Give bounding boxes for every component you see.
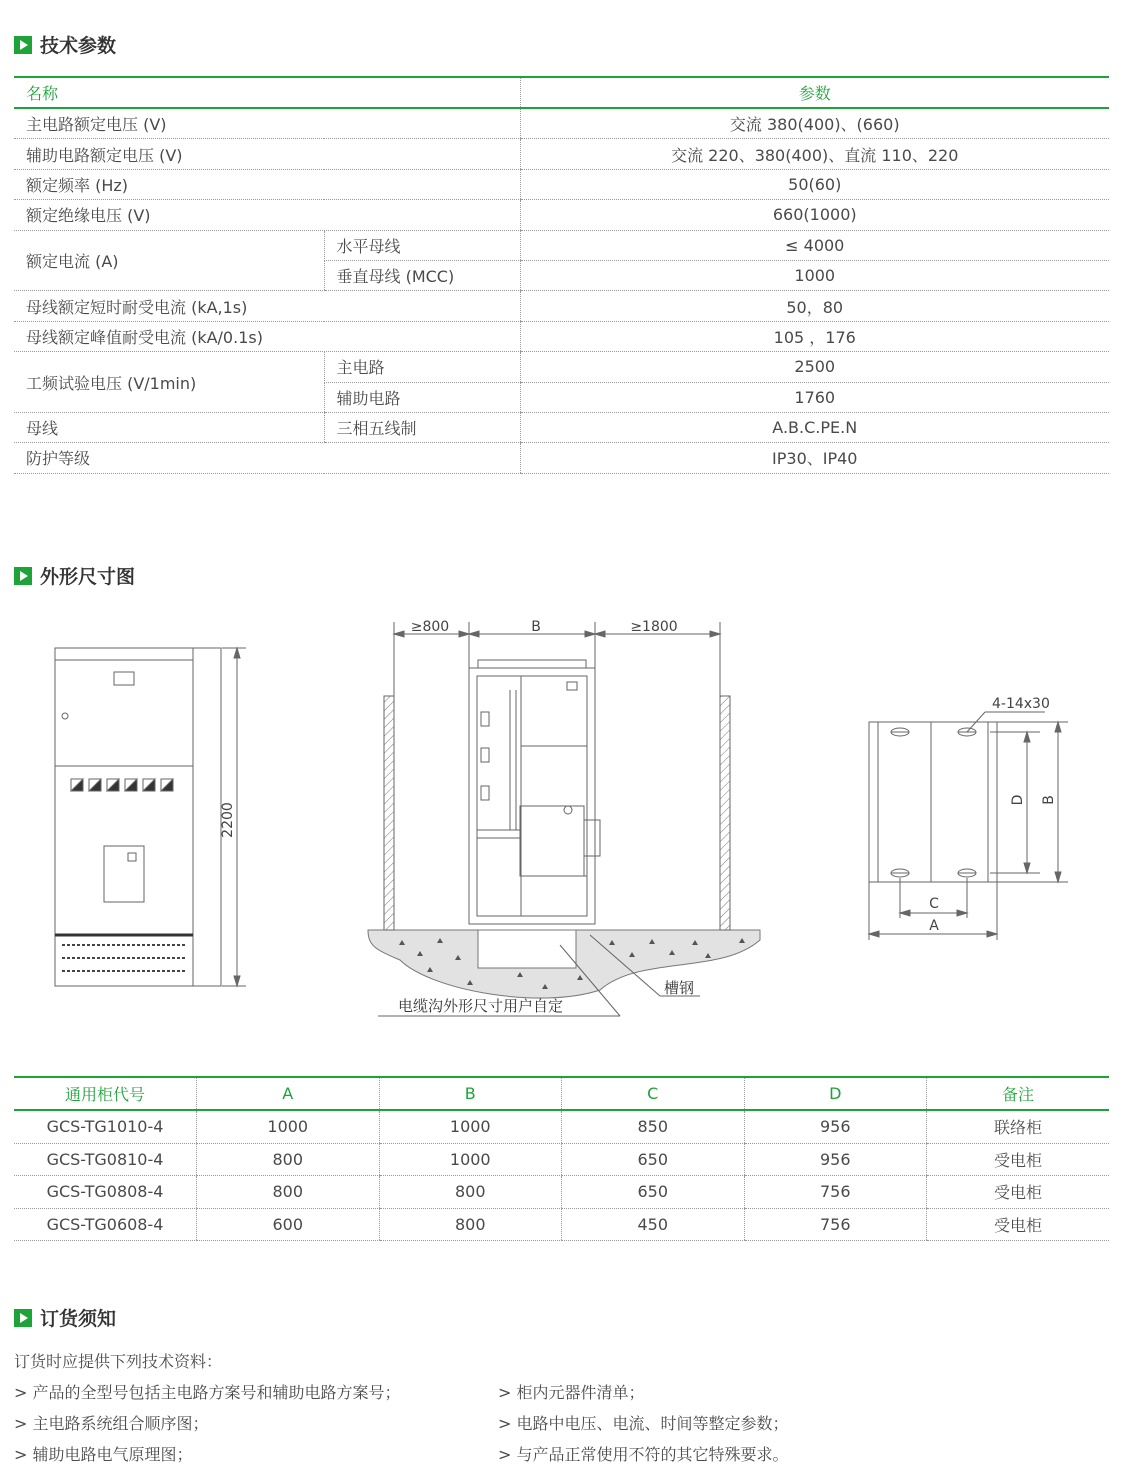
table-row	[14, 412, 1109, 442]
table-row	[14, 443, 1109, 473]
spec-subname: 水平母线	[324, 230, 520, 260]
dims-cell: GCS-TG1010-4	[14, 1110, 197, 1143]
dim-min-front: ≥800	[410, 619, 450, 635]
spec-value: 50，80	[520, 291, 1109, 321]
spec-value: 1000	[520, 260, 1109, 290]
spec-value: ≤ 4000	[520, 230, 1109, 260]
dims-cell: 1000	[379, 1143, 562, 1176]
spec-value: 1760	[520, 382, 1109, 412]
spec-value: 660(1000)	[520, 200, 1109, 230]
order-item: > 柜内元器件清单；	[498, 1383, 645, 1402]
section-title: 订货须知	[40, 1308, 117, 1330]
section-header-dims	[14, 562, 135, 589]
order-intro: 订货时应提供下列技术资料：	[14, 1352, 223, 1371]
dims-cell: 650	[562, 1143, 745, 1176]
height-dimension-label: 2200	[220, 802, 236, 838]
order-item: > 电路中电压、电流、时间等整定参数；	[498, 1414, 789, 1433]
dim-min-rear: ≥1800	[630, 619, 678, 635]
dims-cell: 756	[744, 1176, 927, 1209]
dims-cell: 600	[197, 1208, 380, 1241]
channel-steel-label: 槽钢	[664, 979, 695, 997]
dims-cell: 756	[744, 1208, 927, 1241]
dims-cell: GCS-TG0810-4	[14, 1143, 197, 1176]
dims-header: 备注	[927, 1077, 1110, 1110]
mounting-hole-label: 4-14x30	[992, 696, 1050, 712]
plan-label-c: C	[929, 896, 939, 912]
play-arrow-icon	[14, 36, 32, 54]
table-row	[14, 291, 1109, 321]
spec-value: 交流 380(400)、(660)	[520, 108, 1109, 139]
table-row	[14, 1176, 1109, 1209]
spec-name: 主电路额定电压 (V)	[14, 108, 520, 139]
spec-name: 工频试验电压 (V/1min)	[14, 352, 324, 413]
plan-label-a: A	[929, 918, 939, 934]
table-row	[14, 169, 1109, 199]
dims-cell: 956	[744, 1110, 927, 1143]
section-header-order	[14, 1304, 116, 1331]
indicator-row	[71, 779, 173, 791]
section-header-tech	[14, 31, 116, 58]
spec-name: 辅助电路额定电压 (V)	[14, 139, 520, 169]
dims-cell: 受电柜	[927, 1176, 1110, 1209]
spec-name: 母线额定峰值耐受电流 (kA/0.1s)	[14, 321, 520, 351]
dims-cell: 800	[379, 1208, 562, 1241]
dims-cell: GCS-TG0808-4	[14, 1176, 197, 1209]
dims-header: B	[379, 1077, 562, 1110]
table-row	[14, 1208, 1109, 1241]
trench-note: 电缆沟外形尺寸用户自定	[398, 997, 564, 1015]
dims-cell: GCS-TG0608-4	[14, 1208, 197, 1241]
dims-cell: 650	[562, 1176, 745, 1209]
spec-value: 105 ，176	[520, 321, 1109, 351]
spec-name: 额定绝缘电压 (V)	[14, 200, 520, 230]
table-row	[14, 139, 1109, 169]
spec-header-name: 名称	[14, 77, 520, 108]
plan-label-d: D	[1010, 794, 1026, 806]
cabinet-front-view	[55, 648, 246, 986]
spec-name: 母线	[14, 412, 324, 442]
table-row	[14, 1110, 1109, 1143]
dims-cell: 受电柜	[927, 1143, 1110, 1176]
cabinet-plan-view	[869, 712, 1068, 940]
dims-cell: 受电柜	[927, 1208, 1110, 1241]
spec-value: 50(60)	[520, 169, 1109, 199]
play-arrow-icon	[14, 1309, 32, 1327]
spec-value: 2500	[520, 352, 1109, 382]
dims-cell: 450	[562, 1208, 745, 1241]
order-item: > 主电路系统组合顺序图；	[14, 1414, 209, 1433]
dim-width-b: B	[531, 619, 541, 635]
spec-name: 额定电流 (A)	[14, 230, 324, 291]
spec-table	[14, 76, 1109, 474]
spec-header-param: 参数	[520, 77, 1109, 108]
dims-cell: 800	[197, 1176, 380, 1209]
spec-subname: 三相五线制	[324, 412, 520, 442]
dims-header-row	[14, 1077, 1109, 1110]
section-title: 技术参数	[40, 35, 117, 57]
dims-cell: 800	[379, 1176, 562, 1209]
cabinet-section-view	[368, 622, 760, 1016]
spec-value: 交流 220、380(400)、直流 110、220	[520, 139, 1109, 169]
dimension-drawing	[0, 600, 1123, 1030]
spec-subname: 辅助电路	[324, 382, 520, 412]
plan-label-b: B	[1041, 795, 1057, 805]
dims-header: C	[562, 1077, 745, 1110]
order-item: > 辅助电路电气原理图；	[14, 1445, 193, 1464]
dims-cell: 850	[562, 1110, 745, 1143]
table-row	[14, 108, 1109, 139]
play-arrow-icon	[14, 567, 32, 585]
table-row	[14, 352, 1109, 382]
spec-value: IP30、IP40	[520, 443, 1109, 473]
spec-name: 防护等级	[14, 443, 520, 473]
table-row	[14, 321, 1109, 351]
order-item: > 与产品正常使用不符的其它特殊要求。	[498, 1445, 789, 1464]
dims-cell: 800	[197, 1143, 380, 1176]
table-row	[14, 230, 1109, 260]
table-row	[14, 200, 1109, 230]
spec-subname: 主电路	[324, 352, 520, 382]
spec-name: 额定频率 (Hz)	[14, 169, 520, 199]
vent-grille	[62, 945, 186, 971]
order-item: > 产品的全型号包括主电路方案号和辅助电路方案号；	[14, 1383, 401, 1402]
dims-cell: 联络柜	[927, 1110, 1110, 1143]
dims-cell: 956	[744, 1143, 927, 1176]
dims-header: 通用柜代号	[14, 1077, 197, 1110]
section-title: 外形尺寸图	[40, 566, 136, 588]
dims-cell: 1000	[197, 1110, 380, 1143]
dims-header: A	[197, 1077, 380, 1110]
spec-header-row	[14, 77, 1109, 108]
dims-table	[14, 1076, 1109, 1241]
spec-name: 母线额定短时耐受电流 (kA,1s)	[14, 291, 520, 321]
spec-subname: 垂直母线 (MCC)	[324, 260, 520, 290]
spec-value: A.B.C.PE.N	[520, 412, 1109, 442]
dims-cell: 1000	[379, 1110, 562, 1143]
table-row	[14, 1143, 1109, 1176]
dims-header: D	[744, 1077, 927, 1110]
